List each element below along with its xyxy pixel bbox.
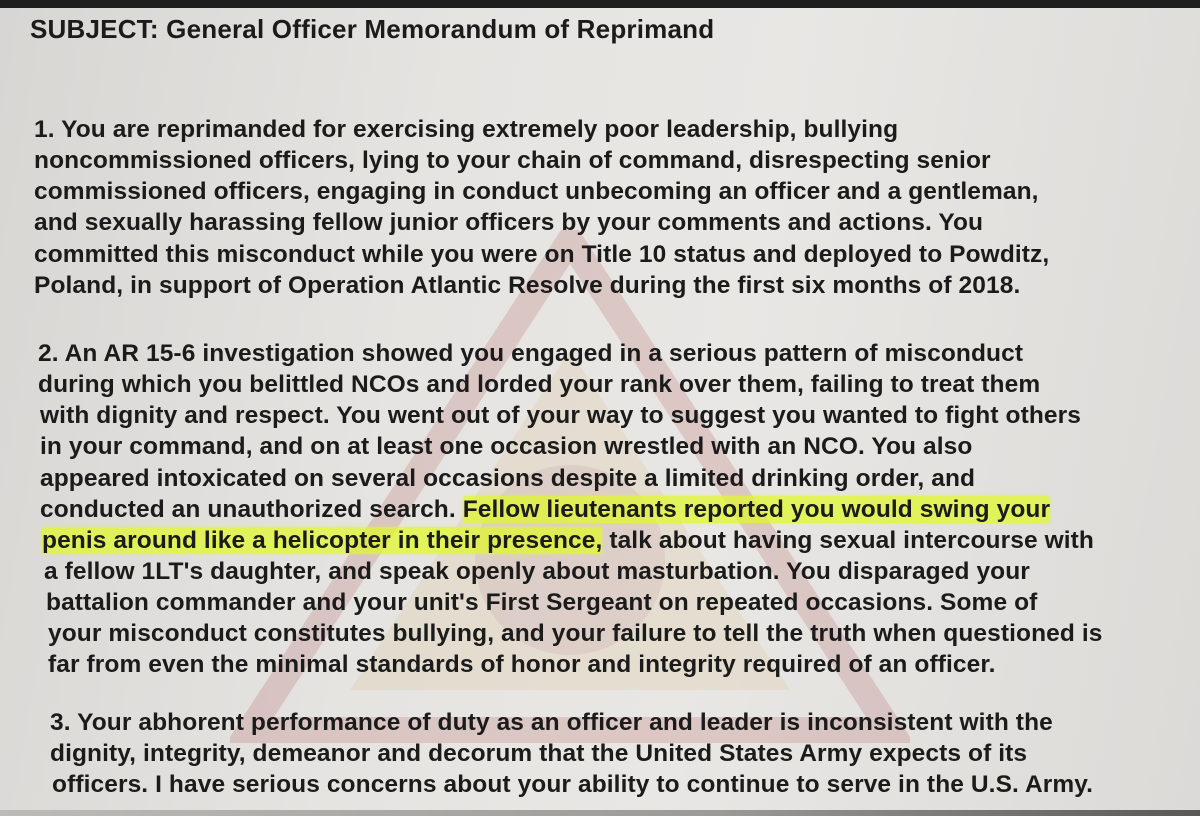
- para1-line-2: noncommissioned officers, lying to your chain of command, disrespecting senior: [34, 147, 991, 174]
- para2-line-11: far from even the minimal standards of honor and integrity required of an officer.: [48, 651, 996, 678]
- para2-line-6-text: conducted an unauthorized search.: [40, 496, 463, 523]
- para2-line-6: [40, 496, 1050, 524]
- para2-line-7-text: talk about having sexual intercourse with: [602, 527, 1094, 554]
- para2-line-7: [42, 527, 1094, 555]
- memo-subject: SUBJECT: General Officer Memorandum of Reprimand: [30, 14, 715, 44]
- photo-bottom-edge: [0, 810, 1200, 816]
- para2-line-8: a fellow 1LT's daughter, and speak openly about masturbation. You disparaged your: [44, 558, 1030, 585]
- para2-line-2: during which you belittled NCOs and lorded your rank over them, failing to treat them: [38, 371, 1041, 398]
- highlighted-text: Fellow lieutenants reported you would swing your: [462, 496, 1051, 523]
- para2-line-5: appeared intoxicated on several occasions despite a limited drinking order, and: [40, 465, 976, 492]
- para1-line-5: committed this misconduct while you were on Title 10 status and deployed to Powditz,: [34, 241, 1050, 268]
- photo-top-edge: [0, 0, 1200, 8]
- para1-line-6: Poland, in support of Operation Atlantic Resolve during the first six months of 2018.: [34, 272, 1021, 299]
- para2-line-10: your misconduct constitutes bullying, and your failure to tell the truth when questioned is: [48, 620, 1103, 647]
- para3-line-2: dignity, integrity, demeanor and decorum that the United States Army expects of its: [50, 740, 1028, 767]
- para1-line-4: and sexually harassing fellow junior officers by your comments and actions. You: [34, 209, 984, 236]
- para3-line-3: officers. I have serious concerns about your ability to continue to serve in the U.S. Army.: [52, 771, 1094, 798]
- para1-line-1: 1. You are reprimanded for exercising extremely poor leadership, bullying: [34, 116, 899, 143]
- highlighted-text: penis around like a helicopter in their presence,: [42, 527, 603, 554]
- para2-line-1: 2. An AR 15-6 investigation showed you engaged in a serious pattern of misconduct: [38, 340, 1024, 367]
- para2-line-4: in your command, and on at least one occasion wrestled with an NCO. You also: [40, 433, 973, 460]
- para1-line-3: commissioned officers, engaging in conduct unbecoming an officer and a gentleman,: [34, 178, 1039, 205]
- para2-line-3: with dignity and respect. You went out of your way to suggest you wanted to fight others: [40, 402, 1082, 429]
- para2-line-9: battalion commander and your unit's First Sergeant on repeated occasions. Some of: [46, 589, 1038, 616]
- para3-line-1: 3. Your abhorent performance of duty as an officer and leader is inconsistent with the: [50, 709, 1053, 736]
